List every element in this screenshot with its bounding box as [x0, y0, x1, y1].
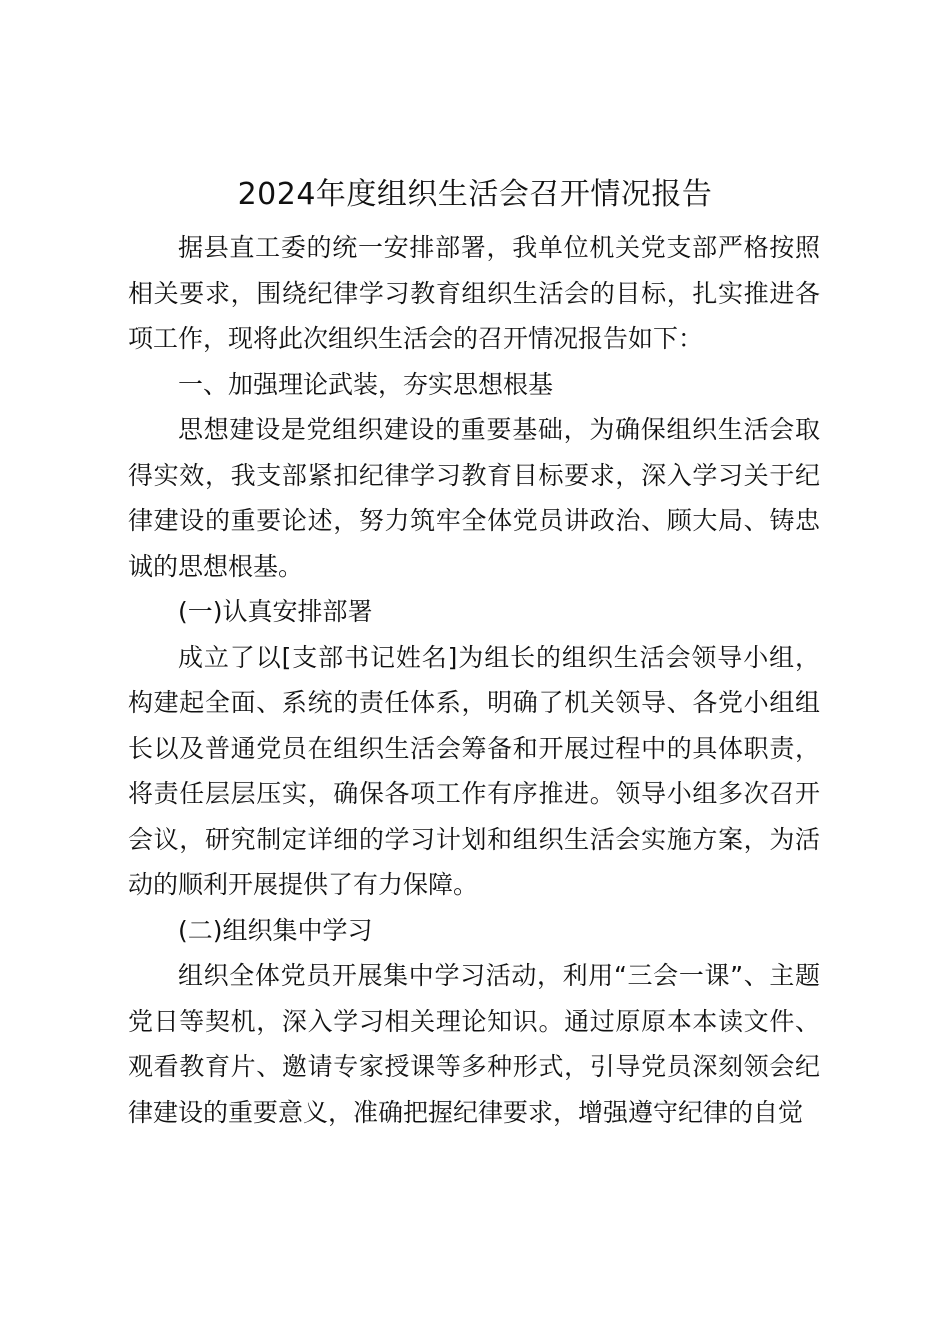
section-paragraph-1: 思想建设是党组织建设的重要基础，为确保组织生活会取得实效，我支部紧扣纪律学习教育目标要求，深入学习关于纪律建设的重要论述，努力筑牢全体党员讲政治、顾大局、铸忠诚的思想根基。 — [128, 415, 820, 581]
subsection-heading-2: (二)组织集中学习 — [178, 915, 373, 945]
document-body — [128, 225, 820, 1135]
intro-paragraph: 据县直工委的统一安排部署，我单位机关党支部严格按照相关要求，围绕纪律学习教育组织生活会的目标，扎实推进各项工作，现将此次组织生活会的召开情况报告如下： — [128, 233, 820, 353]
section-heading-1: 一、加强理论武装，夯实思想根基 — [178, 369, 554, 399]
subsection-paragraph-2: 组织全体党员开展集中学习活动，利用“三会一课”、主题党日等契机，深入学习相关理论知识。通过原原本本读文件、观看教育片、邀请专家授课等多种形式，引导党员深刻领会纪律建设的重要意义，准确把握纪律要求，增强遵守纪律的自觉 — [128, 961, 820, 1127]
subsection-heading-1: (一)认真安排部署 — [178, 597, 373, 626]
subsection-paragraph-1: 成立了以[支部书记姓名]为组长的组织生活会领导小组，构建起全面、系统的责任体系，明确了机关领导、各党小组组长以及普通党员在组织生活会筹备和开展过程中的具体职责，将责任层层压实，确保各项工作有序推进。领导小组多次召开会议，研究制定详细的学习计划和组织生活会实施方案，为活动的顺利开展提供了有力保障。 — [128, 642, 820, 899]
document-title: 2024年度组织生活会召开情况报告 — [237, 177, 713, 212]
